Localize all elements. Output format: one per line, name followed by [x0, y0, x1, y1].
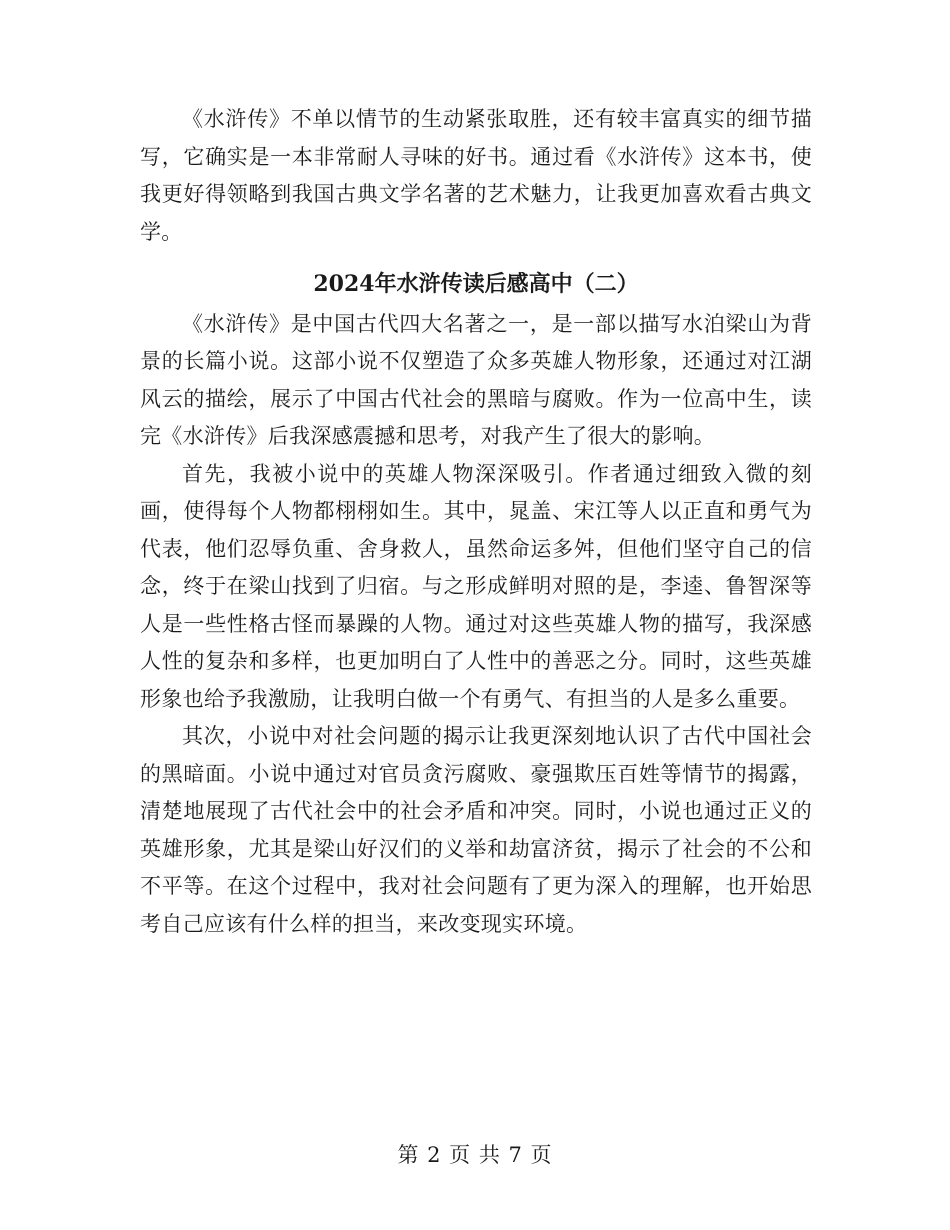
body-paragraph-3: 其次，小说中对社会问题的揭示让我更深刻地认识了古代中国社会的黑暗面。小说中通过对官员贪污腐败、豪强欺压百姓等情节的揭露，清楚地展现了古代社会中的社会矛盾和冲突。同时，小说也通过正义的英雄形象，尤其是梁山好汉们的义举和劫富济贫，揭示了社会的不公和不平等。在这个过程中，我对社会问题有了更为深入的理解，也开始思考自己应该有什么样的担当，来改变现实环境。: [140, 724, 812, 936]
page-number-footer: 第 2 页 共 7 页: [397, 1143, 553, 1167]
body-paragraph-2: 首先，我被小说中的英雄人物深深吸引。作者通过细致入微的刻画，使得每个人物都栩栩如生。其中，晁盖、宋江等人以正直和勇气为代表，他们忍辱负重、舍身救人，虽然命运多舛，但他们坚守自己的信念，终于在梁山找到了归宿。与之形成鲜明对照的是，李逵、鲁智深等人是一些性格古怪而暴躁的人物。通过对这些英雄人物的描写，我深感人性的复杂和多样，也更加明白了人性中的善恶之分。同时，这些英雄形象也给予我激励，让我明白做一个有勇气、有担当的人是多么重要。: [140, 461, 812, 711]
intro-paragraph: 《水浒传》不单以情节的生动紧张取胜，还有较丰富真实的细节描写，它确实是一本非常耐人寻味的好书。通过看《水浒传》这本书，使我更好得领略到我国古典文学名著的艺术魅力，让我更加喜欢看古典文学。: [140, 107, 812, 244]
body-paragraph-1: 《水浒传》是中国古代四大名著之一，是一部以描写水泊梁山为背景的长篇小说。这部小说不仅塑造了众多英雄人物形象，还通过对江湖风云的描绘，展示了中国古代社会的黑暗与腐败。作为一位高中生，读完《水浒传》后我深感震撼和思考，对我产生了很大的影响。: [140, 311, 812, 448]
document-body: [140, 101, 812, 943]
section-heading: 2024年水浒传读后感高中（二）: [313, 271, 639, 297]
